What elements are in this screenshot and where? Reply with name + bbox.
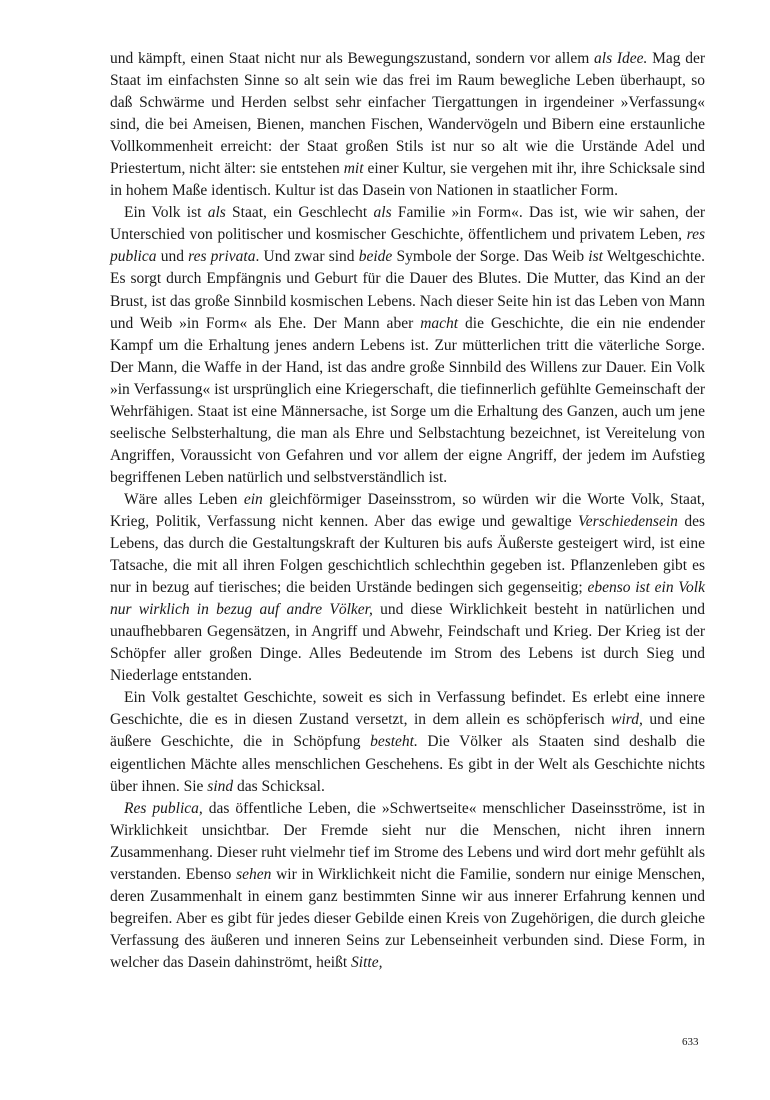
paragraph-text: die Geschichte, die ein nie endender Kampf um die Erhaltung jenes andern Lebens ist. Zur mütterlichen tritt die väterliche Sorge. Der Mann, die Waffe in der Hand, ist das andre große Sinnbild des Willens zur Dauer. Ein Volk »in Verfassung« ist ursprünglich eine Kriegerschaft, die tiefinnerlich gefühlte Gemeinschaft der Wehrfähigen. Staat ist eine Männersache, ist Sorge um die Erhaltung des Ganzen, auch um jene seelische Selbsterhaltung, die man als Ehre und Selbstachtung bezeichnet, ist Vereitelung von Angriffen, Voraussicht von Gefahren und vor allem der eigne Angriff, der jedem im Aufstieg begriffenen Leben natürlich und selbstverständlich ist. [110,314,706,486]
italic-text: sind [207,777,234,795]
paragraph-text: das öffentliche Leben, die »Schwertseite« menschlicher Daseinsströme, ist in Wirklichkeit unsichtbar. Der Fremde sieht nur die Menschen, nicht ihren innern Zusammenhang. Dieser ruht vielmehr tief im Strome des Lebens und wird dort mehr gefühlt als verstanden. Ebenso [110,799,706,883]
page-number: 633 [682,1036,699,1048]
paragraph-text: Ein Volk gestaltet Geschichte, soweit es sich in Verfassung befindet. Es erlebt eine innere Geschichte, die es in diesen Zustand versetzt, in dem allein es schöpferisch [110,689,705,729]
paragraph-text: Weltgeschichte. Es sorgt durch Empfängnis und Geburt für die Dauer des Blutes. Die Mutter, das Kind an der Brust, ist das große Sinnbild kosmischen Lebens. Nach dieser Seite hin ist das Leben von Mann und Weib »in Form« als Ehe. Der Mann aber [110,248,705,332]
text-body [110,48,705,974]
paragraph-text: Staat, ein Geschlecht [225,204,374,222]
paragraph-text: Familie »in Form«. Das ist, wie wir sahen, der Unterschied von politischer und kosmischer Geschichte, öffentlichem und privatem Leben, [110,204,705,244]
paragraph-text: und kämpft, einen Staat nicht nur als Bewegungszustand, sondern vor allem [110,50,595,67]
paragraph-text: und eine äußere Geschichte, die in Schöpfung [110,711,706,751]
body-paragraph [110,489,705,687]
body-paragraph [110,687,705,797]
italic-text: wird, [611,711,643,729]
italic-text: Verschiedensein [578,512,678,530]
paragraph-text: Die Völker als Staaten sind deshalb die eigentlichen Mächte alles menschlichen Geschehens. Es gibt in der Welt als Geschichte nichts über ihnen. Sie [110,733,706,795]
italic-text: ist [588,248,603,266]
paragraph-text: Symbole der Sorge. Das Weib [392,248,589,266]
italic-text: res privata [188,248,256,266]
italic-text: beide [358,248,393,266]
paragraph-text: Wäre alles Leben [124,490,244,508]
italic-text: als [373,204,392,222]
book-page-body [110,48,705,974]
paragraph-text: das Schicksal. [233,777,325,795]
italic-text: besteht. [370,733,418,751]
paragraph-text: Mag der Staat im einfachsten Sinne so alt sein wie das frei im Raum bewegliche Leben überhaupt, so daß Schwärme und Herden selbst sehr einfacher Tiergattungen in irgendeiner »Verfassung« sind, die bei Ameisen, Bienen, manchen Fischen, Wandervögeln und Bibern eine erstaunliche Vollkommenheit erreicht: der Staat großen Stils ist nur so alt wie die Urstände Adel und Priestertum, nicht älter: sie entstehen [110,50,706,178]
body-paragraph [110,798,705,974]
italic-text: sehen [236,865,272,883]
italic-text: macht [420,314,459,332]
body-paragraph [110,48,705,202]
paragraph-text: einer Kultur, sie vergehen mit ihr, ihre Schicksale sind in hohem Maße identisch. Kultur ist das Dasein von Nationen in staatlicher Form. [110,160,705,200]
italic-text: mit [343,160,364,178]
body-paragraph [110,202,705,489]
paragraph-text: . Und zwar sind [255,248,359,266]
paragraph-text: gleichförmiger Daseinsstrom, so würden wir die Worte Volk, Staat, Krieg, Politik, Verfassung nicht kennen. Aber das ewige und gewaltige [110,490,706,530]
italic-text: ein [243,490,263,508]
paragraph-text: des Lebens, das durch die Gestaltungskraft der Kulturen bis aufs Äußerste gesteigert wird, ist eine Tatsache, die mit all ihren Folgen geschichtlich schlechthin gegeben ist. Pflanzenleben gibt es nur in bezug auf tierisches; die beiden Urstände bedingen sich gegenseitig; [110,512,705,597]
italic-text: ebenso ist ein Volk nur wirklich in bezug auf andre Völker, [110,579,705,619]
paragraph-text: und [156,248,189,266]
italic-text: Res publica, [124,799,203,817]
paragraph-text: wir in Wirklichkeit nicht die Familie, sondern nur einige Menschen, deren Zusammenhalt in einem ganz bestimmten Sinne wir aus innerer Erfahrung kennen und begreifen. Aber es gibt für jedes dieser Gebilde einen Kreis von Zugehörigen, die durch gleiche Verfassung des äußeren und inneren Seins zur Lebenseinheit verbunden sind. Diese Form, in welcher das Dasein dahinströmt, heißt [110,865,705,971]
paragraph-text: Ein Volk ist [124,204,208,222]
italic-text: als [207,204,226,222]
italic-text: als Idee. [594,50,648,67]
italic-text: Sitte, [351,953,383,971]
italic-text: res publica [110,226,705,266]
paragraph-text: und diese Wirklichkeit besteht in natürlichen und unaufhebbaren Gegensätzen, in Angriff und Abwehr, Feindschaft und Krieg. Der Krieg ist der Schöpfer aller großen Dinge. Alles Bedeutende im Strom des Lebens ist durch Sieg und Niederlage entstanden. [110,601,705,685]
